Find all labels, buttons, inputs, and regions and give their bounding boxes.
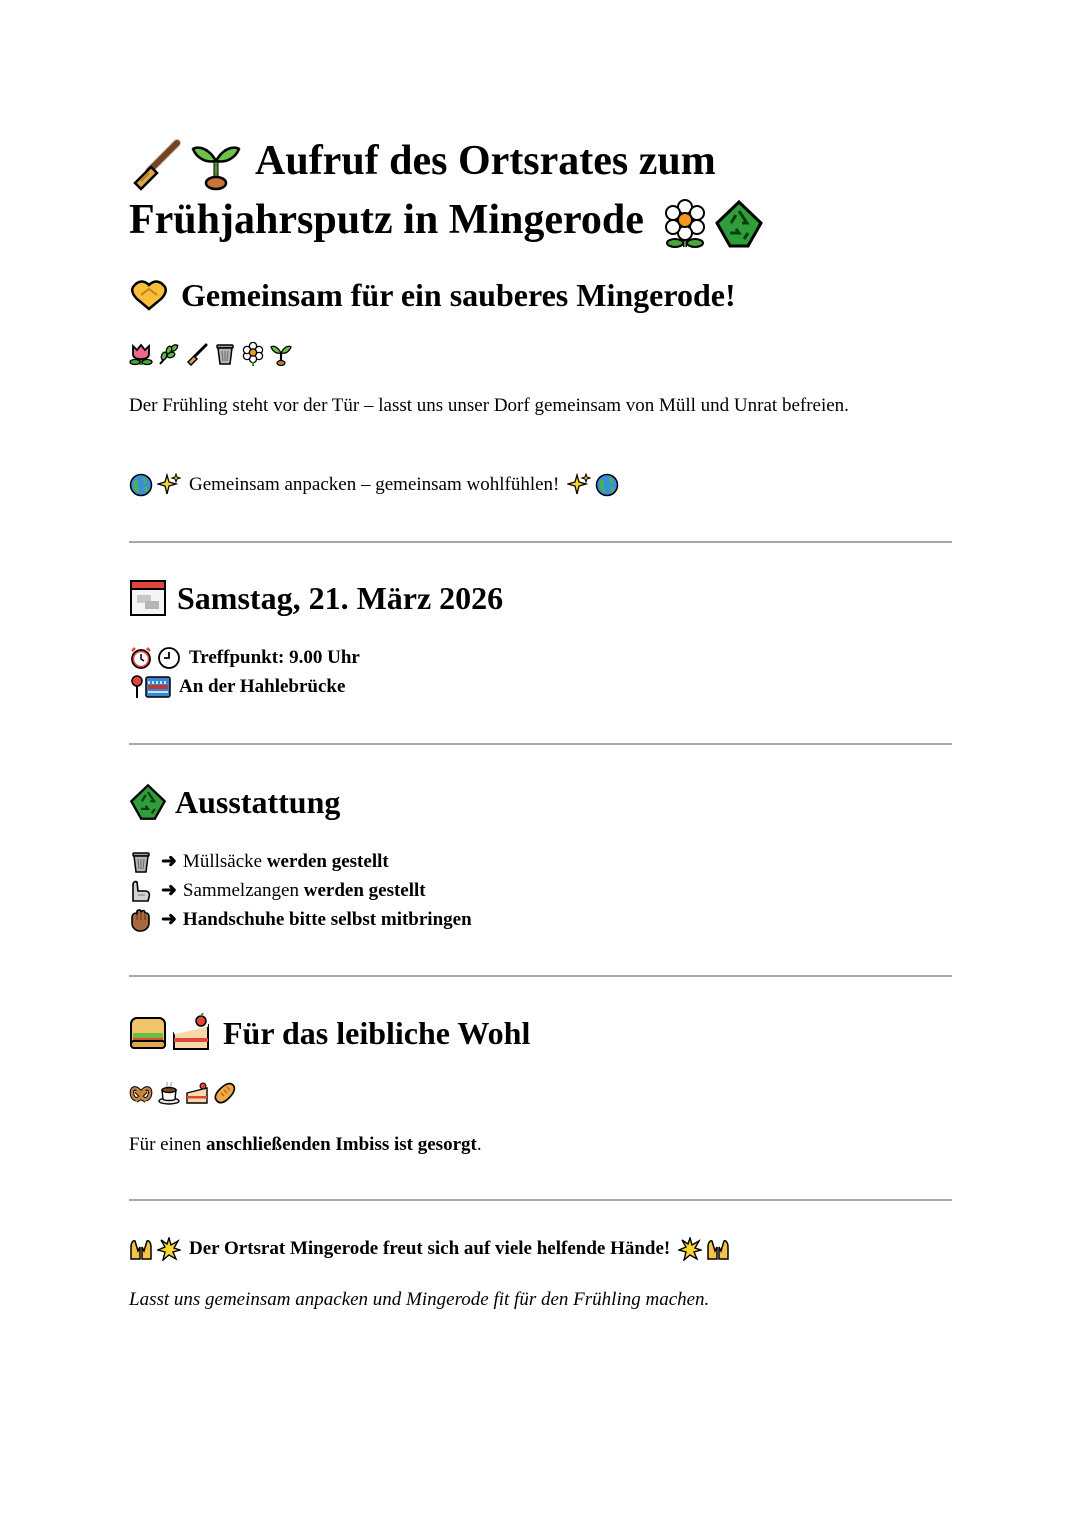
seedling-icon [269,342,293,366]
raised-hands-icon [706,1237,730,1261]
food-paragraph [129,1132,889,1158]
meeting-place-line [129,672,345,701]
spring-emoji-row [129,342,293,366]
closing-italic: Lasst uns gemeinsam anpacken und Mingerode fit für den Frühling machen. [129,1289,710,1310]
cake-icon [185,1081,209,1105]
seedling-icon [189,137,243,191]
broom-icon [129,137,183,191]
divider [129,1199,952,1201]
herb-icon [157,342,181,366]
divider [129,541,952,543]
sandwich-icon [129,1014,167,1052]
intro-paragraph: Der Frühling steht vor der Tür – lasst uns unser Dorf gemeinsam von Müll und Unrat befreien. [129,395,849,416]
flexed-arm-icon [129,879,153,903]
daisy-icon [660,199,710,249]
food-text-bold: anschließenden Imbiss ist gesorgt [206,1134,477,1155]
broom-icon [185,342,209,366]
recycle-icon [129,783,167,821]
globe-icon [129,473,153,497]
sparkles-icon [157,473,181,497]
clock-icon [157,646,181,670]
pretzel-icon [129,1081,153,1105]
equipment-item [129,905,472,934]
tulip-icon [129,342,153,366]
page-title [129,132,952,249]
bridge-icon [145,675,171,699]
equipment-item-bold: werden gestellt [266,851,389,872]
meeting-time-line [129,643,360,672]
raised-hands-icon [129,1237,153,1261]
food-text-end: . [476,1134,482,1155]
daisy-icon [241,342,265,366]
sparkles-icon [567,473,591,497]
calendar-icon [129,579,167,617]
section-heading-date [129,578,503,618]
globe-icon [595,473,619,497]
handshake-icon [129,277,169,313]
cake-icon [171,1013,211,1053]
star-burst-icon [678,1237,702,1261]
intro-heading-text: Gemeinsam für ein sauberes Mingerode! [181,277,736,313]
food-emoji-row [129,1081,237,1105]
divider [129,743,952,745]
equipment-item [129,847,389,876]
closing-thanks-text: Der Ortsrat Mingerode freut sich auf viele helfende Hände! [189,1238,671,1259]
motto-text: Gemeinsam anpacken – gemeinsam wohlfühlen! [189,474,560,495]
event-date: Samstag, 21. März 2026 [177,580,504,616]
title-line-2: Frühjahrsputz in Mingerode [129,197,644,244]
food-text-plain: Für einen [129,1134,202,1155]
motto-line [129,470,623,499]
trash-can-icon [213,342,237,366]
pin-icon [129,675,145,699]
title-line-1: Aufruf des Ortsrates zum [255,138,716,184]
star-burst-icon [157,1237,181,1261]
food-heading-text: Für das leibliche Wohl [223,1015,531,1051]
equipment-item-plain: Müllsäcke [182,851,263,872]
equipment-item-bold: Handschuhe bitte selbst mitbringen [182,909,472,930]
section-heading-intro [129,275,736,315]
equipment-item-bold: werden gestellt [303,880,426,901]
arrow-glyph: ➜ [161,851,177,872]
bread-icon [213,1081,237,1105]
arrow-glyph: ➜ [161,880,177,901]
equipment-heading-text: Ausstattung [175,784,341,820]
section-heading-food [129,1013,530,1053]
coffee-icon [157,1081,181,1105]
trash-can-icon [129,850,153,874]
recycle-icon [714,199,764,249]
equipment-item-plain: Sammelzangen [182,880,299,901]
meeting-time: Treffpunkt: 9.00 Uhr [189,647,360,668]
section-heading-equipment [129,782,340,822]
divider [129,975,952,977]
closing-thanks-line [129,1234,734,1263]
arrow-glyph: ➜ [161,909,177,930]
meeting-place: An der Hahlebrücke [179,676,346,697]
alarm-clock-icon [129,646,153,670]
hand-icon [129,908,153,932]
equipment-item [129,876,426,905]
